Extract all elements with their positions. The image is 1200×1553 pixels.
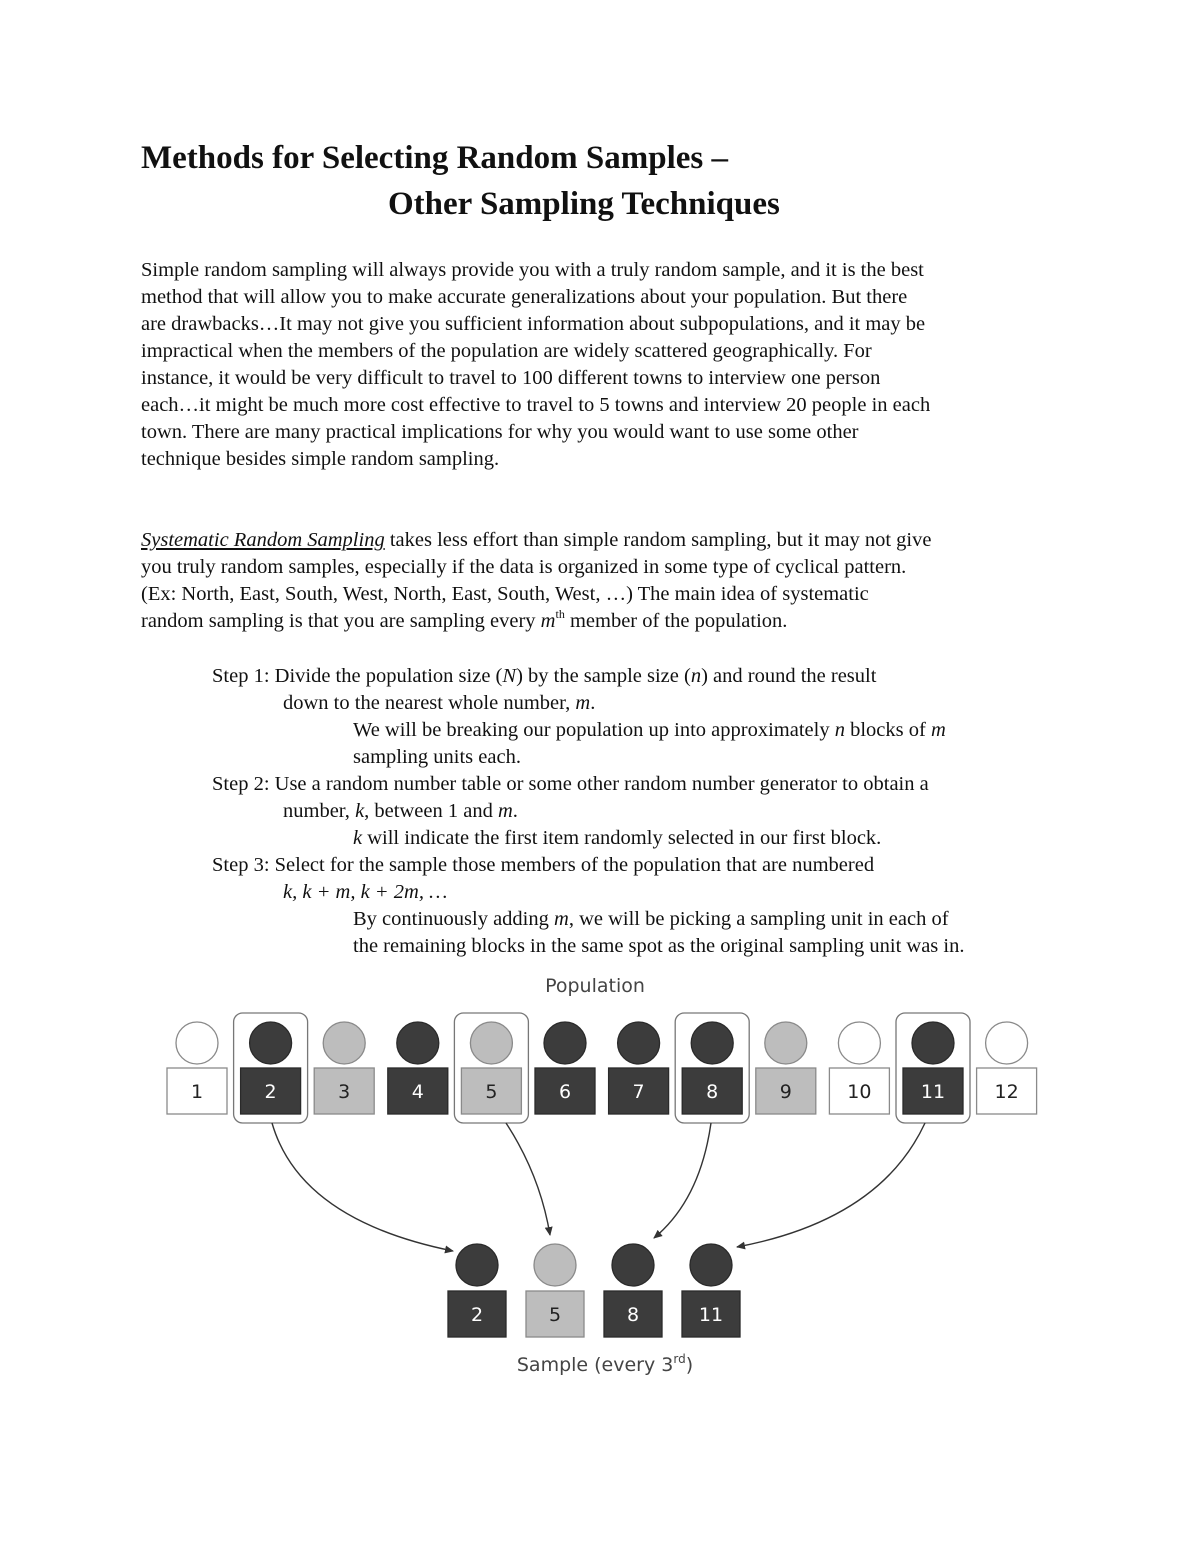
population-item-number: 2 <box>264 1081 277 1103</box>
systematic-paragraph <box>141 527 1071 635</box>
var-m: m <box>497 800 513 822</box>
population-item-head <box>986 1022 1028 1064</box>
text: down to the nearest whole number, <box>283 692 576 714</box>
var-m: m <box>554 908 569 930</box>
systematic-line-4 <box>141 608 1071 635</box>
text: , we will be picking a sampling unit in each of <box>568 908 949 930</box>
var-m: m <box>575 692 591 714</box>
intro-line: each…it might be much more cost effective to travel to 5 towns and interview 20 people in each <box>141 394 931 416</box>
population-item-head <box>691 1022 733 1064</box>
sample-label-close: ) <box>685 1354 694 1376</box>
intro-line: method that will allow you to make accurate generalizations about your population. But there <box>141 286 908 308</box>
step-1-note-2: sampling units each. <box>353 746 521 768</box>
systematic-sampling-diagram <box>0 965 1200 1395</box>
systematic-line-4-post: member of the population. <box>564 610 788 632</box>
population-item-head <box>544 1022 586 1064</box>
arrow-11 <box>737 1123 925 1247</box>
population-item-head <box>397 1022 439 1064</box>
population-item-number: 7 <box>632 1081 645 1103</box>
var-k: k <box>353 827 363 849</box>
var-N: N <box>502 665 517 687</box>
systematic-line-4-pre: random sampling is that you are sampling every <box>141 610 541 632</box>
sample-item-number: 11 <box>698 1304 724 1326</box>
sample-item-number: 2 <box>470 1304 484 1326</box>
intro-line: town. There are many practical implications for why you would want to use some other <box>141 421 859 443</box>
sample-label-text: Sample (every 3 <box>516 1354 674 1376</box>
population-item-number: 11 <box>920 1081 946 1103</box>
population-item-number: 9 <box>779 1081 792 1103</box>
var-n: n <box>834 719 845 741</box>
arrow-5 <box>506 1123 550 1235</box>
intro-line: impractical when the members of the population are widely scattered geographically. For <box>141 340 872 362</box>
intro-paragraph <box>141 257 1061 473</box>
step-2-line-1: Step 2: Use a random number table or some other random number generator to obtain a <box>212 773 929 795</box>
text: Step 1: Divide the population size ( <box>212 665 503 687</box>
population-item-head <box>470 1022 512 1064</box>
var-k: k <box>355 800 365 822</box>
text: . <box>590 692 596 714</box>
population-item-number: 8 <box>706 1081 719 1103</box>
step-2-line-2 <box>212 798 964 825</box>
sample-label <box>517 1352 693 1376</box>
page-title-line-1: Methods for Selecting Random Samples – <box>141 140 728 176</box>
sample-item-head <box>456 1244 498 1286</box>
population-item-head <box>323 1022 365 1064</box>
population-row <box>167 1013 1037 1123</box>
population-item-number: 6 <box>558 1081 572 1103</box>
var-m: m <box>930 719 946 741</box>
step-3-formula <box>212 879 964 906</box>
population-item-head <box>618 1022 660 1064</box>
population-label: Population <box>545 975 645 997</box>
sample-item-head <box>690 1244 732 1286</box>
population-item-head <box>176 1022 218 1064</box>
var-m: m <box>540 610 556 632</box>
population-item-head <box>250 1022 292 1064</box>
systematic-line-1 <box>141 527 1071 554</box>
text: By continuously adding <box>353 908 555 930</box>
step-1-note-1 <box>212 717 964 744</box>
sample-item-number: 5 <box>548 1304 562 1326</box>
superscript-th: th <box>555 607 565 621</box>
population-item-number: 12 <box>994 1081 1019 1103</box>
step-3-note-2: the remaining blocks in the same spot as the original sampling unit was in. <box>353 935 965 957</box>
systematic-term: Systematic Random Sampling <box>141 529 385 551</box>
systematic-line-1-text: takes less effort than simple random sampling, but it may not give <box>384 529 932 551</box>
sample-item-head <box>534 1244 576 1286</box>
population-item-number: 4 <box>411 1081 424 1103</box>
text: , between 1 and <box>364 800 498 822</box>
sample-label-superscript: rd <box>673 1352 686 1366</box>
population-item-number: 3 <box>338 1081 351 1103</box>
text: blocks of <box>844 719 931 741</box>
systematic-line-3: (Ex: North, East, South, West, North, East, South, West, …) The main idea of systematic <box>141 583 869 605</box>
sample-row <box>448 1244 740 1337</box>
text: ) by the sample size ( <box>516 665 691 687</box>
population-item-number: 10 <box>847 1081 872 1103</box>
text: We will be breaking our population up into approximately <box>353 719 835 741</box>
text: ) and round the result <box>701 665 877 687</box>
text: number, <box>283 800 356 822</box>
arrow-8 <box>654 1123 711 1238</box>
step-3-line-1: Step 3: Select for the sample those members of the population that are numbered <box>212 854 875 876</box>
intro-line: are drawbacks…It may not give you sufficient information about subpopulations, and it may be <box>141 313 926 335</box>
arrow-2 <box>272 1123 453 1251</box>
sample-item-number: 8 <box>626 1304 640 1326</box>
population-item-number: 5 <box>485 1081 498 1103</box>
intro-line: instance, it would be very difficult to travel to 100 different towns to interview one person <box>141 367 881 389</box>
step-1-line-1 <box>212 663 964 690</box>
systematic-line-2: you truly random samples, especially if the data is organized in some type of cyclical pattern. <box>141 556 907 578</box>
sample-item-head <box>612 1244 654 1286</box>
formula-text: k, k + m, k + 2m, … <box>283 881 448 903</box>
selection-arrows <box>272 1123 925 1251</box>
text: will indicate the first item randomly selected in our first block. <box>362 827 882 849</box>
step-3-note-1 <box>212 906 964 933</box>
steps-list <box>212 663 964 960</box>
population-item-head <box>765 1022 807 1064</box>
page-title-line-2: Other Sampling Techniques <box>388 186 780 222</box>
intro-line: Simple random sampling will always provide you with a truly random sample, and it is the best <box>141 259 924 281</box>
population-item-head <box>912 1022 954 1064</box>
population-item-head <box>838 1022 880 1064</box>
population-item-number: 1 <box>190 1081 204 1103</box>
step-1-line-2 <box>212 690 964 717</box>
var-n: n <box>690 665 702 687</box>
step-2-note <box>212 825 964 852</box>
intro-line: technique besides simple random sampling. <box>141 448 500 470</box>
text: . <box>512 800 518 822</box>
